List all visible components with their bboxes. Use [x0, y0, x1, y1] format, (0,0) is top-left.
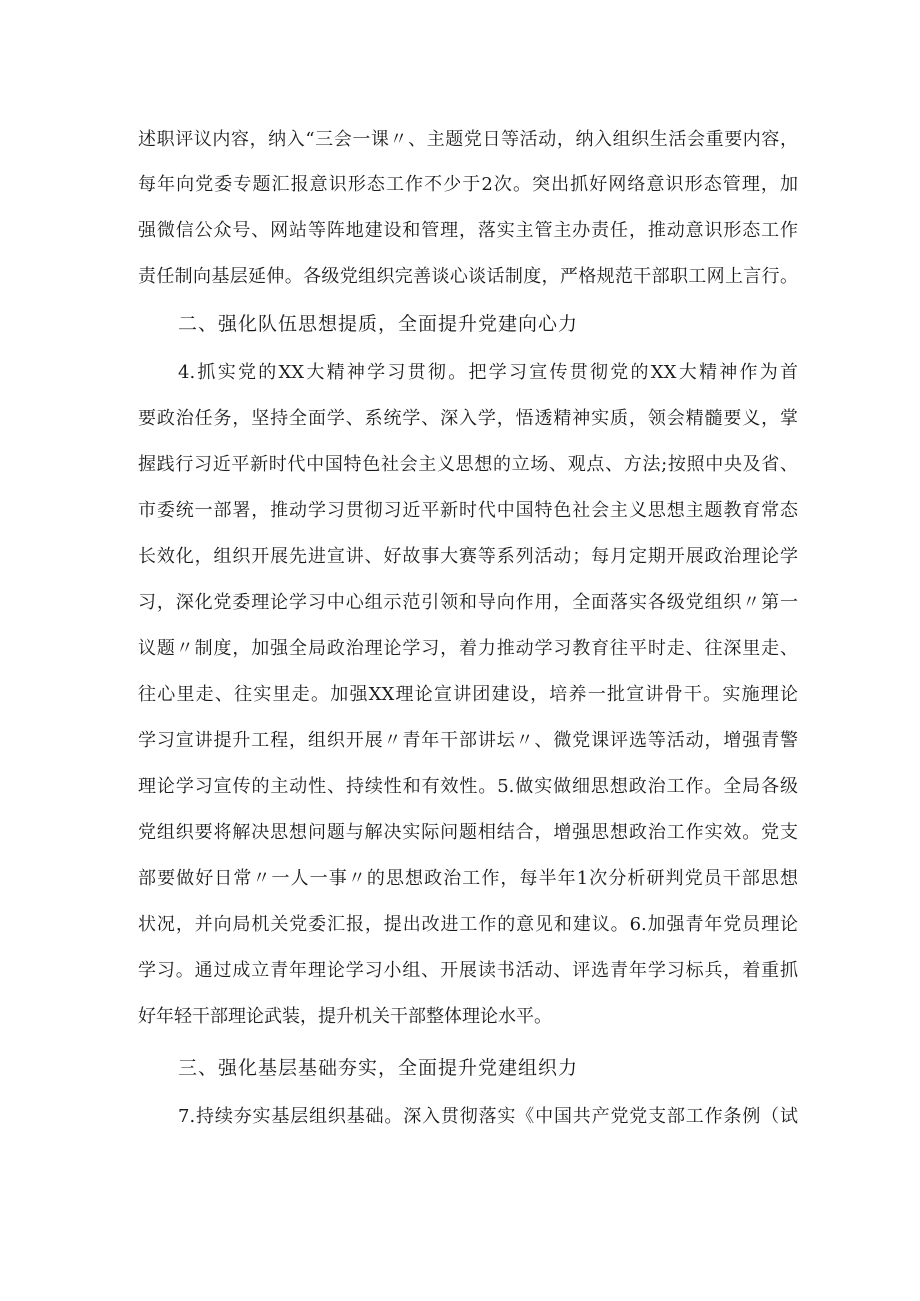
- body-text-line: 强微信公众号、网站等阵地建设和管理，落实主管主办责任，推动意识形态工作: [138, 220, 798, 241]
- body-text-line: 市委统一部署，推动学习贯彻习近平新时代中国特色社会主义思想主题教育常态: [138, 500, 798, 521]
- body-text-line: 往心里走、往实里走。加强XX理论宣讲团建设，培养一批宣讲骨干。实施理论: [138, 684, 798, 705]
- body-text-line: 状况，并向局机关党委汇报，提出改进工作的意见和建议。6.加强青年党员理论: [138, 914, 798, 935]
- body-text-line: 党组织要将解决思想问题与解决实际问题相结合，增强思想政治工作实效。党支: [138, 822, 798, 843]
- body-text-line: 学习宣讲提升工程，组织开展〃青年干部讲坛〃、微党课评选等活动，增强青警: [138, 730, 798, 751]
- body-text-line: 习，深化党委理论学习中心组示范引领和导向作用，全面落实各级党组织〃第一: [138, 592, 798, 613]
- body-text-line: 责任制向基层延伸。各级党组织完善谈心谈话制度，严格规范干部职工网上言行。: [138, 266, 798, 287]
- body-text-line: 理论学习宣传的主动性、持续性和有效性。5.做实做细思想政治工作。全局各级: [138, 776, 798, 797]
- body-text-line: 议题〃制度，加强全局政治理论学习，着力推动学习教育往平时走、往深里走、: [138, 638, 798, 659]
- body-text-line: 每年向党委专题汇报意识形态工作不少于2次。突出抓好网络意识形态管理，加: [138, 174, 798, 195]
- body-text-line: 好年轻干部理论武装，提升机关干部整体理论水平。: [138, 1006, 552, 1027]
- body-text-line: 7.持续夯实基层组织基础。深入贯彻落实《中国共产党党支部工作条例（试: [178, 1106, 798, 1127]
- body-text-line: 4.抓实党的XX大精神学习贯彻。把学习宣传贯彻党的XX大精神作为首: [178, 362, 798, 383]
- section-heading-2: 二、强化队伍思想提质，全面提升党建向心力: [178, 313, 579, 335]
- body-text-line: 部要做好日常〃一人一事〃的思想政治工作，每半年1次分析研判党员干部思想: [138, 868, 798, 889]
- body-text-line: 要政治任务，坚持全面学、系统学、深入学，悟透精神实质，领会精髓要义，掌: [138, 408, 798, 429]
- section-heading-3: 三、强化基层基础夯实，全面提升党建组织力: [178, 1057, 579, 1079]
- body-text-line: 长效化，组织开展先进宣讲、好故事大赛等系列活动；每月定期开展政治理论学: [138, 546, 798, 567]
- body-text-line: 握践行习近平新时代中国特色社会主义思想的立场、观点、方法;按照中央及省、: [138, 454, 798, 475]
- body-text-line: 述职评议内容，纳入“三会一课〃、主题党日等活动，纳入组织生活会重要内容，: [138, 129, 798, 150]
- body-text-line: 学习。通过成立青年理论学习小组、开展读书活动、评选青年学习标兵，着重抓: [138, 960, 798, 981]
